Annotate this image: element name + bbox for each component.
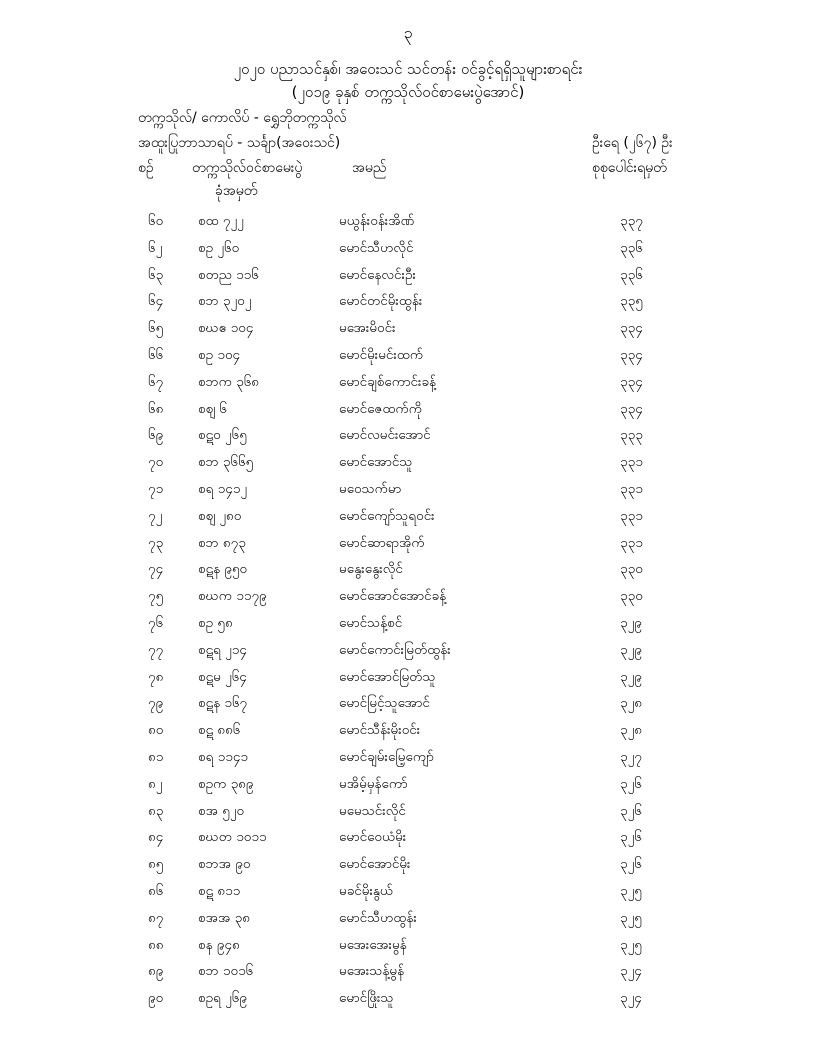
- roll-number: စဥ ၂၆၀: [198, 239, 240, 256]
- student-name: မောင်ဇေထက်ကို: [339, 400, 422, 417]
- student-name: မောင်ချစ်ကောင်းခန့်: [339, 373, 436, 390]
- student-name: မောင်ဆာရာအိုက်: [339, 534, 425, 551]
- row-number: ၆၉: [148, 427, 164, 444]
- total-marks: ၃၃၁: [620, 507, 643, 524]
- total-marks: ၃၂၅: [620, 936, 642, 953]
- student-name: မောင်ဝေယံမိုး: [339, 829, 407, 846]
- student-name: မယွန်းဝန်းအိဏ်: [339, 213, 415, 229]
- total-marks: ၃၃၄: [620, 400, 643, 417]
- column-header-roll: တက္ကသိုလ်ဝင်စာမေးပွဲ: [192, 160, 303, 176]
- table-row: [0, 798, 816, 825]
- row-number: ၈၅: [148, 856, 164, 873]
- roll-number: စဘက ၃၆၈: [198, 373, 259, 390]
- total-marks: ၃၃၀: [620, 561, 643, 578]
- roll-number: စဥ ၅၈: [198, 614, 233, 631]
- row-number: ၆၆: [148, 346, 164, 363]
- table-row: [0, 717, 816, 744]
- total-marks: ၃၂၆: [620, 802, 642, 819]
- student-name: မောင်အောင်အောင်ခန့်: [339, 588, 447, 605]
- row-number: ၆၇: [148, 373, 164, 390]
- table-row: [0, 771, 816, 798]
- major-label: အထူးပြုဘာသာရပ် - သင်္ချာ(အဝေးသင်): [138, 135, 341, 151]
- roll-number: စအ ၅၂၀: [198, 802, 245, 819]
- column-header-roll-line2: ခုံအမှတ်: [215, 183, 258, 199]
- total-marks: ၃၂၆: [620, 856, 642, 873]
- total-marks: ၃၃၇: [620, 213, 643, 229]
- table-row: [0, 985, 816, 1012]
- roll-number: စဘအ ၉၀: [198, 856, 251, 873]
- total-marks: ၃၃၄: [620, 320, 643, 337]
- roll-number: စဃက ၁၁၇၉: [198, 588, 267, 605]
- student-name: မောင်သီန်းမိုးဝင်း: [339, 722, 421, 739]
- total-marks: ၃၂၈: [620, 695, 642, 712]
- student-name: မခင်မိုးနွယ်: [339, 882, 394, 899]
- table-row: [0, 744, 816, 771]
- student-name: မအေးမိဝင်း: [339, 320, 396, 337]
- total-marks: ၃၂၅: [620, 909, 642, 926]
- row-number: ၇၆: [148, 614, 164, 631]
- total-marks: ၃၃၄: [620, 373, 643, 390]
- roll-number: စဋရ ၂၁၄: [198, 641, 247, 658]
- student-name: မမေသင်းလိုင်: [339, 802, 406, 819]
- roll-number: စန ၉၄၈: [198, 936, 240, 953]
- document-title: ၂၀၂၀ ပညာသင်နှစ်၊ အဝေးသင် သင်တန်း ဝင်ခွင့်ရရှိသူများစာရင်း: [233, 60, 583, 78]
- roll-number: စဋ၀ ၂၆၅: [198, 427, 247, 444]
- student-name: မအေးသန့်မွန်: [339, 963, 405, 980]
- row-number: ၇၃: [148, 534, 164, 551]
- roll-number: စရ ၁၁၄၁: [198, 748, 249, 765]
- roll-number: စဘ ၁၀၁၆: [198, 963, 254, 980]
- student-name: မောင်ကောင်းမြတ်ထွန်း: [339, 641, 451, 658]
- table-row: [0, 422, 816, 449]
- total-marks: ၃၃၁: [620, 534, 643, 551]
- row-number: ၆၂: [148, 239, 163, 256]
- roll-number: စဥက ၃၈၉: [198, 775, 254, 792]
- roll-number: စဘ ၈၇၃: [198, 534, 246, 551]
- table-row: [0, 342, 816, 369]
- total-marks: ၃၂၄: [620, 963, 642, 980]
- total-count: ဦးရေ (၂၆၇) ဦး: [592, 135, 673, 151]
- total-marks: ၃၃၁: [620, 454, 643, 471]
- row-number: ၇၀: [148, 454, 164, 471]
- student-name: မအေးအေးမွန်: [339, 936, 407, 953]
- table-row: [0, 932, 816, 959]
- total-marks: ၃၃၄: [620, 346, 643, 363]
- table-row: [0, 208, 816, 235]
- total-marks: ၃၃၁: [620, 480, 643, 497]
- table-row: [0, 851, 816, 878]
- column-header-name: အမည်: [352, 160, 387, 176]
- roll-number: စဈ ၆: [198, 400, 227, 417]
- roll-number: စဋန ၉၅၀: [198, 561, 248, 578]
- row-number: ၈၃: [148, 802, 164, 819]
- student-name: မောင်ဖြိုးသူ: [339, 990, 394, 1007]
- student-name: မောင်တင်မိုးထွန်း: [339, 293, 423, 310]
- row-number: ၇၂: [148, 507, 163, 524]
- row-number: ၈၂: [148, 775, 163, 792]
- student-name: မောင်မိုးမင်းထက်: [339, 346, 424, 363]
- table-row: [0, 449, 816, 476]
- table-row: [0, 396, 816, 423]
- total-marks: ၃၃၆: [620, 239, 643, 256]
- table-row: [0, 610, 816, 637]
- student-name: မောင်သီဟလိုင်: [339, 239, 414, 256]
- row-number: ၈၇: [148, 909, 164, 926]
- roll-number: စဃဧ ၁၀၄: [198, 320, 254, 337]
- row-number: ၇၁: [148, 480, 164, 497]
- roll-number: စဥ ၁၀၄: [198, 346, 241, 363]
- student-name: မောင်အောင်သူ: [339, 454, 413, 471]
- student-name: မောင်အောင်မြတ်သူ: [339, 668, 436, 685]
- student-name: မောင်မြင့်သူအောင်: [339, 695, 430, 712]
- total-marks: ၃၃၅: [620, 293, 643, 310]
- row-number: ၈၆: [148, 882, 164, 899]
- student-name: မအိမ့်မှန်ကော်: [339, 775, 408, 792]
- table-row: [0, 288, 816, 315]
- table-row: [0, 690, 816, 717]
- roll-number: စဋန ၁၆၇: [198, 695, 248, 712]
- student-name: မဝေသက်မာ: [339, 480, 402, 497]
- roll-number: စအအ ၃၈: [198, 909, 250, 926]
- university-label: တက္ကသိုလ်/ ကောလိပ် - ရွှေဘိုတက္ကသိုလ်: [138, 110, 347, 126]
- student-list: [0, 208, 816, 1012]
- total-marks: ၃၂၄: [620, 990, 642, 1007]
- document-subtitle: (၂၀၁၉ ခုနှစ် တက္ကသိုလ်ဝင်စာမေးပွဲအောင်): [291, 83, 525, 101]
- table-row: [0, 235, 816, 262]
- student-name: မောင်လမင်းအောင်: [339, 427, 431, 444]
- student-name: မောင်နေလင်းဦး: [339, 266, 416, 283]
- row-number: ၇၅: [148, 588, 164, 605]
- roll-number: စဋမ ၂၆၄: [198, 668, 247, 685]
- roll-number: စတည ၁၁၆: [198, 266, 259, 283]
- roll-number: စထ ၇၂၂: [198, 213, 244, 229]
- row-number: ၇၈: [148, 668, 164, 685]
- roll-number: စဋ ၈၁၁: [198, 882, 241, 899]
- total-marks: ၃၂၆: [620, 775, 642, 792]
- page-number: ၃: [403, 23, 413, 42]
- student-name: မောင်ချမ်းမြေ့ကျော်: [339, 748, 434, 765]
- row-number: ၆၅: [148, 320, 164, 337]
- student-name: မောင်သီဟထွန်း: [339, 909, 417, 926]
- table-row: [0, 476, 816, 503]
- table-row: [0, 583, 816, 610]
- roll-number: စဈ ၂၈၀: [198, 507, 242, 524]
- table-row: [0, 905, 816, 932]
- roll-number: စဘ ၃၂၀၂: [198, 293, 252, 310]
- roll-number: စဘ ၃၆၆၅: [198, 454, 254, 471]
- table-row: [0, 664, 816, 691]
- table-row: [0, 637, 816, 664]
- row-number: ၈၈: [148, 936, 164, 953]
- row-number: ၆၄: [148, 293, 164, 310]
- total-marks: ၃၃၃: [620, 427, 643, 444]
- roll-number: စဥရ ၂၆၉: [198, 990, 247, 1007]
- total-marks: ၃၃၀: [620, 588, 643, 605]
- total-marks: ၃၃၆: [620, 266, 643, 283]
- roll-number: စဋ ၈၈၆: [198, 722, 241, 739]
- table-row: [0, 556, 816, 583]
- student-name: မောင်ကျော်သူရဝင်း: [339, 507, 435, 524]
- student-name: မနွေးနွေးလိုင်: [339, 561, 403, 578]
- row-number: ၈၀: [148, 722, 164, 739]
- row-number: ၆၃: [148, 266, 164, 283]
- table-row: [0, 369, 816, 396]
- total-marks: ၃၂၆: [620, 829, 642, 846]
- row-number: ၈၉: [148, 963, 164, 980]
- total-marks: ၃၂၉: [620, 641, 642, 658]
- table-row: [0, 315, 816, 342]
- row-number: ၉၀: [148, 990, 164, 1007]
- total-marks: ၃၂၅: [620, 882, 642, 899]
- table-row: [0, 262, 816, 289]
- student-name: မောင်သန့်စင်: [339, 614, 403, 631]
- row-number: ၆၀: [148, 213, 164, 229]
- table-row: [0, 958, 816, 985]
- table-row: [0, 824, 816, 851]
- row-number: ၈၁: [148, 748, 164, 765]
- roll-number: စဃတ ၁၀၁၁: [198, 829, 267, 846]
- total-marks: ၃၂၉: [620, 668, 642, 685]
- total-marks: ၃၂၇: [620, 748, 642, 765]
- roll-number: စရ ၁၄၁၂: [198, 480, 248, 497]
- table-row: [0, 878, 816, 905]
- row-number: ၈၄: [148, 829, 164, 846]
- total-marks: ၃၂၈: [620, 722, 642, 739]
- row-number: ၇၉: [148, 695, 164, 712]
- column-header-marks: စုစုပေါင်းရမှတ်: [592, 160, 667, 176]
- row-number: ၇၇: [148, 641, 164, 658]
- total-marks: ၃၂၉: [620, 614, 642, 631]
- table-row: [0, 503, 816, 530]
- table-row: [0, 530, 816, 557]
- student-name: မောင်အောင်မိုး: [339, 856, 411, 873]
- row-number: ၇၄: [148, 561, 164, 578]
- row-number: ၆၈: [148, 400, 164, 417]
- column-header-no: စဉ်: [138, 160, 154, 176]
